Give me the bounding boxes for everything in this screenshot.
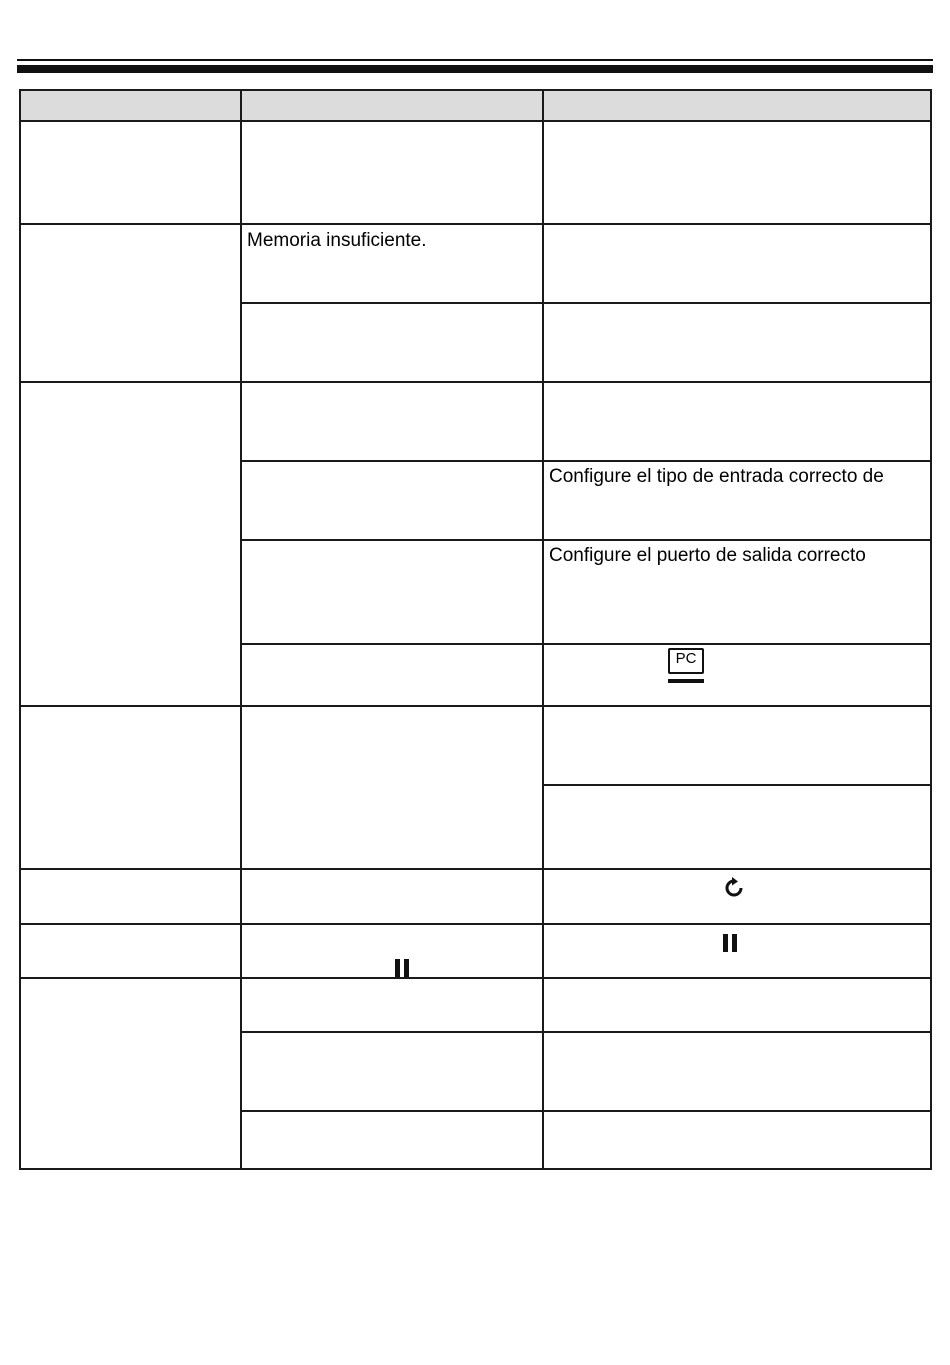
table-border [241, 1031, 932, 1033]
table-border [241, 460, 932, 462]
pc-input-icon [668, 648, 704, 686]
pause-icon [394, 959, 410, 977]
table-cell: Configure el puerto de salida correcto [549, 545, 866, 566]
pc-base-icon [668, 679, 704, 683]
table-border [241, 643, 932, 645]
table-border [19, 89, 932, 91]
table-border [241, 539, 932, 541]
pause-icon [722, 934, 738, 952]
table-border [19, 705, 932, 707]
table-border [543, 784, 932, 786]
table-header-row [19, 91, 931, 120]
table-border [542, 89, 544, 1170]
table-border [930, 89, 932, 1170]
table-cell: Configure el tipo de entrada correcto de [549, 466, 884, 487]
table-border [241, 1110, 932, 1112]
pc-icon-label: PC [675, 650, 697, 667]
table-border [19, 89, 21, 1170]
table-border [240, 89, 242, 1170]
table-border [19, 120, 932, 122]
table-border [19, 868, 932, 870]
refresh-icon [723, 877, 745, 899]
table-border [19, 923, 932, 925]
table-border [19, 223, 932, 225]
table-border [241, 302, 932, 304]
table-border [19, 1168, 932, 1170]
table-border [19, 977, 932, 979]
table-border [19, 381, 932, 383]
table-cell: Memoria insuficiente. [247, 230, 427, 251]
